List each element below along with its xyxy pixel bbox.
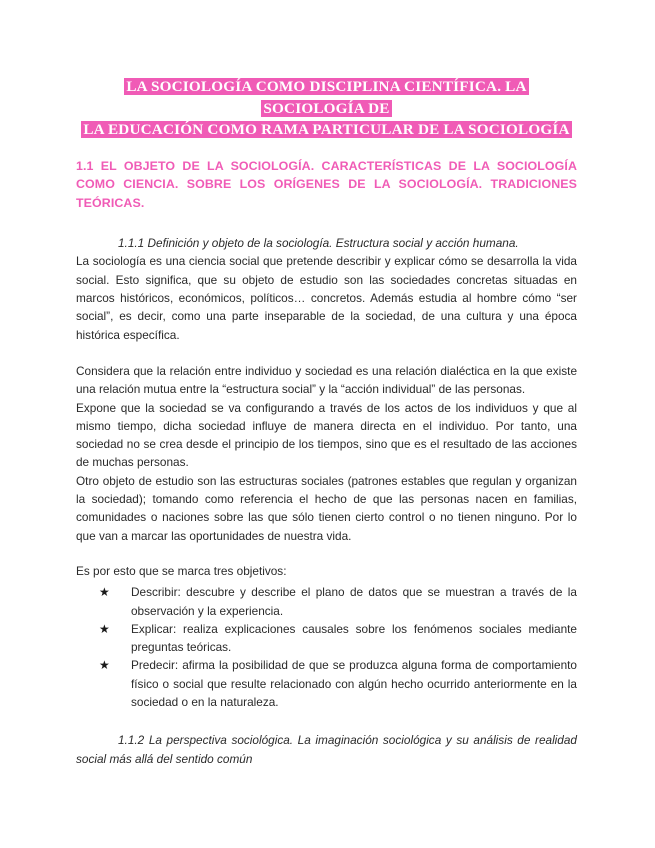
- title-line-2: LA EDUCACIÓN COMO RAMA PARTICULAR DE LA SOCIOLOGÍA: [83, 121, 570, 138]
- subsection-heading-1-1-1: 1.1.1 Definición y objeto de la sociología. Estructura social y acción humana.: [118, 236, 519, 251]
- objectives-list: [76, 583, 577, 711]
- list-item: [99, 620, 577, 657]
- star-icon: ★: [99, 585, 110, 600]
- paragraph-configuration: Expone que la sociedad se va configurando a través de los actos de los individuos y que al mismo tiempo, dicha sociedad influye de manera directa en el individuo. Por tanto, una sociedad no se crea desde el principio de los tiempos, sino que es el resultado de las acciones de muchas personas.: [76, 400, 577, 470]
- list-item: [99, 656, 577, 711]
- paragraph-gap: [76, 344, 577, 362]
- objective-explicar: Explicar: realiza explicaciones causales sobre los fenómenos sociales mediante preguntas teóricas.: [131, 621, 577, 655]
- objective-predecir: Predecir: afirma la posibilidad de que se produzca alguna forma de comportamiento físico o social que resulte relacionado con algún hecho ocurrido anteriormente en la sociedad o en la naturaleza.: [131, 658, 577, 710]
- objectives-intro: Es por esto que se marca tres objetivos:: [76, 563, 287, 578]
- star-icon: ★: [99, 621, 110, 636]
- star-icon: ★: [99, 658, 110, 673]
- subsection-heading-1-1-2: 1.1.2 La perspectiva sociológica. La imaginación sociológica y su análisis de realidad social más allá del sentido común: [76, 733, 577, 766]
- document-title: [76, 76, 577, 141]
- paragraph-social-structures: Otro objeto de estudio son las estructuras sociales (patrones estables que regulan y organizan la sociedad); tomando como referencia el hecho de que las personas nacen en familias, comunidades o naciones sobre las que sólo tienen cierto control o no tienen ninguno. Por lo que van a marcar las oportunidades de nuestra vida.: [76, 473, 577, 543]
- objective-describir: Describir: descubre y describe el plano de datos que se muestran a través de la observación y la experiencia.: [131, 585, 577, 618]
- paragraph-definition: La sociología es una ciencia social que pretende describir y explicar cómo se desarrolla la vida social. Esto significa, que su objeto de estudio son las sociedades concretas situadas en marcos históricos, económicos, políticos… concretos. Además estudia al hombre cómo “ser social”, es decir, como una parte inseparable de la sociedad, de una cultura y una época histórica específica.: [76, 254, 577, 342]
- paragraph-dialectic: Considera que la relación entre individuo y sociedad es una relación dialéctica en la que existe una relación mutua entre la “estructura social” y la “acción individual” de las personas.: [76, 363, 577, 397]
- list-item: [99, 583, 577, 620]
- section-heading: 1.1 EL OBJETO DE LA SOCIOLOGÍA. CARACTERÍSTICAS DE LA SOCIOLOGÍA COMO CIENCIA. SOBRE LOS ORÍGENES DE LA SOCIOLOGÍA. TRADICIONES TEÓRICAS.: [76, 158, 577, 210]
- title-line-1: LA SOCIOLOGÍA COMO DISCIPLINA CIENTÍFICA. LA SOCIOLOGÍA DE: [126, 78, 527, 117]
